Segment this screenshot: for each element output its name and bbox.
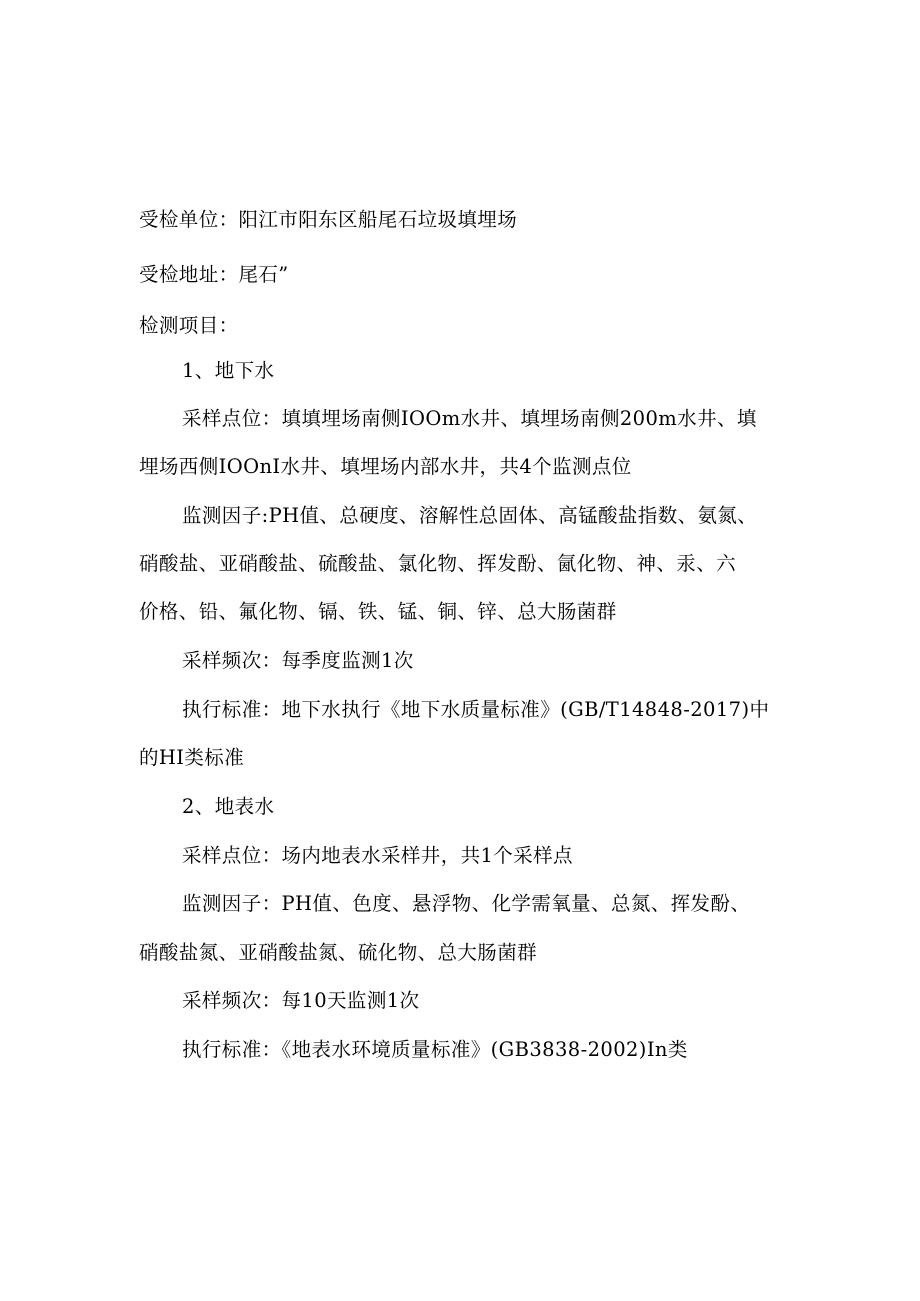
groundwater-sampling-points-line-1: 采样点位：填填埋场南侧IOOm水井、填埋场南侧200m水井、填 — [182, 407, 757, 430]
groundwater-standard-line-2: 的HI类标准 — [139, 746, 245, 769]
groundwater-frequency: 采样频次：每季度监测1次 — [182, 649, 414, 672]
groundwater-sampling-points-line-2: 埋场西侧IOOnI水井、填埋场内部水井，共4个监测点位 — [139, 455, 632, 478]
surface-water-factors-line-1: 监测因子：PH值、色度、悬浮物、化学需氧量、总氮、挥发酚、 — [182, 892, 751, 915]
surface-water-frequency: 采样频次：每10天监测1次 — [182, 989, 420, 1012]
groundwater-heading: 1、地下水 — [182, 359, 275, 382]
surface-water-heading: 2、地表水 — [182, 795, 275, 818]
groundwater-factors-line-1: 监测因子:PH值、总硬度、溶解性总固体、高锰酸盐指数、氨氮、 — [182, 504, 758, 527]
inspected-unit: 受检单位：阳江市阳东区船尾石垃圾填埋场 — [139, 208, 518, 231]
groundwater-standard-line-1: 执行标准：地下水执行《地下水质量标准》(GB/T14848-2017)中 — [182, 698, 770, 721]
surface-water-standard: 执行标准：《地表水环境质量标准》(GB3838-2002)In类 — [182, 1038, 688, 1061]
items-heading: 检测项目： — [139, 314, 239, 337]
surface-water-sampling-points: 采样点位：场内地表水采样井，共1个采样点 — [182, 844, 573, 867]
inspected-address: 受检地址：尾石” — [139, 263, 289, 286]
surface-water-factors-line-2: 硝酸盐氮、亚硝酸盐氮、硫化物、总大肠菌群 — [139, 941, 538, 964]
groundwater-factors-line-3: 价格、铅、氟化物、镉、铁、锰、铜、锌、总大肠菌群 — [139, 600, 617, 623]
groundwater-factors-line-2: 硝酸盐、亚硝酸盐、硫酸盐、氯化物、挥发酚、氤化物、神、汞、六 — [139, 552, 737, 575]
